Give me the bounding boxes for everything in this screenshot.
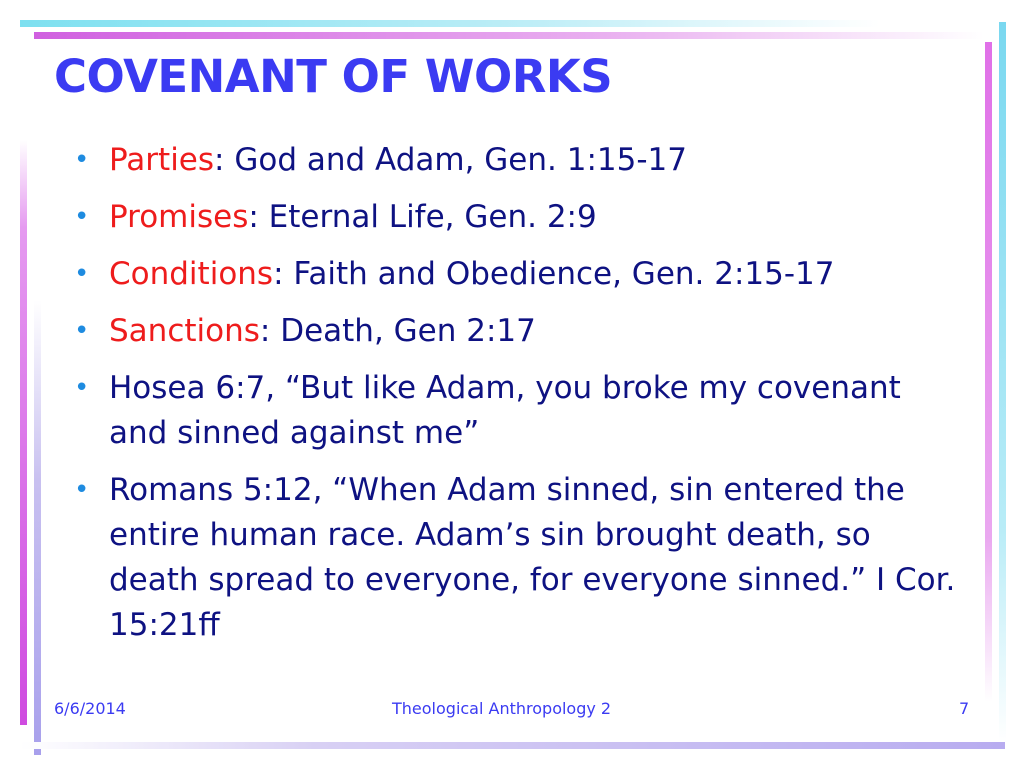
bullet-dot-icon: • [74,259,90,289]
decorative-bar-left-lavender [34,300,41,755]
bullet-dot-icon: • [74,373,90,403]
bullet-item [68,309,958,354]
bullet-text: Romans 5:12, “When Adam sinned, sin entered the entire human race. Adam’s sin brought death, so death spread to everyone, for everyone sinned.” I Cor. 15:21ff [109,472,956,643]
bullet-item [68,366,958,456]
bullet-term: Parties [109,142,215,178]
bullet-dot-icon: • [74,475,90,505]
bullet-list [68,138,958,660]
bullet-item [68,468,958,648]
decorative-bar-bottom-lavender [20,742,1005,749]
decorative-bar-right-cyan [999,22,1006,742]
bullet-text: Hosea 6:7, “But like Adam, you broke my covenant and sinned against me” [109,370,901,451]
footer-title: Theological Anthropology 2 [392,699,612,718]
bullet-term: Conditions [109,256,274,292]
bullet-dot-icon: • [74,145,90,175]
page-number: 7 [959,699,970,718]
decorative-bar-left-magenta [20,140,27,725]
bullet-text: : Eternal Life, Gen. 2:9 [248,199,597,235]
bullet-text: : God and Adam, Gen. 1:15-17 [214,142,687,178]
bullet-term: Promises [109,199,249,235]
bullet-item [68,252,958,297]
footer-date: 6/6/2014 [54,699,126,718]
decorative-bar-top-magenta [34,32,984,39]
bullet-dot-icon: • [74,202,90,232]
bullet-item [68,195,958,240]
decorative-bar-top-cyan [20,20,880,27]
bullet-term: Sanctions [109,313,260,349]
bullet-text: : Faith and Obedience, Gen. 2:15-17 [273,256,835,292]
bullet-text: : Death, Gen 2:17 [259,313,536,349]
bullet-item [68,138,958,183]
bullet-dot-icon: • [74,316,90,346]
slide-title: COVENANT OF WORKS [54,50,613,103]
decorative-bar-right-magenta [985,42,992,702]
